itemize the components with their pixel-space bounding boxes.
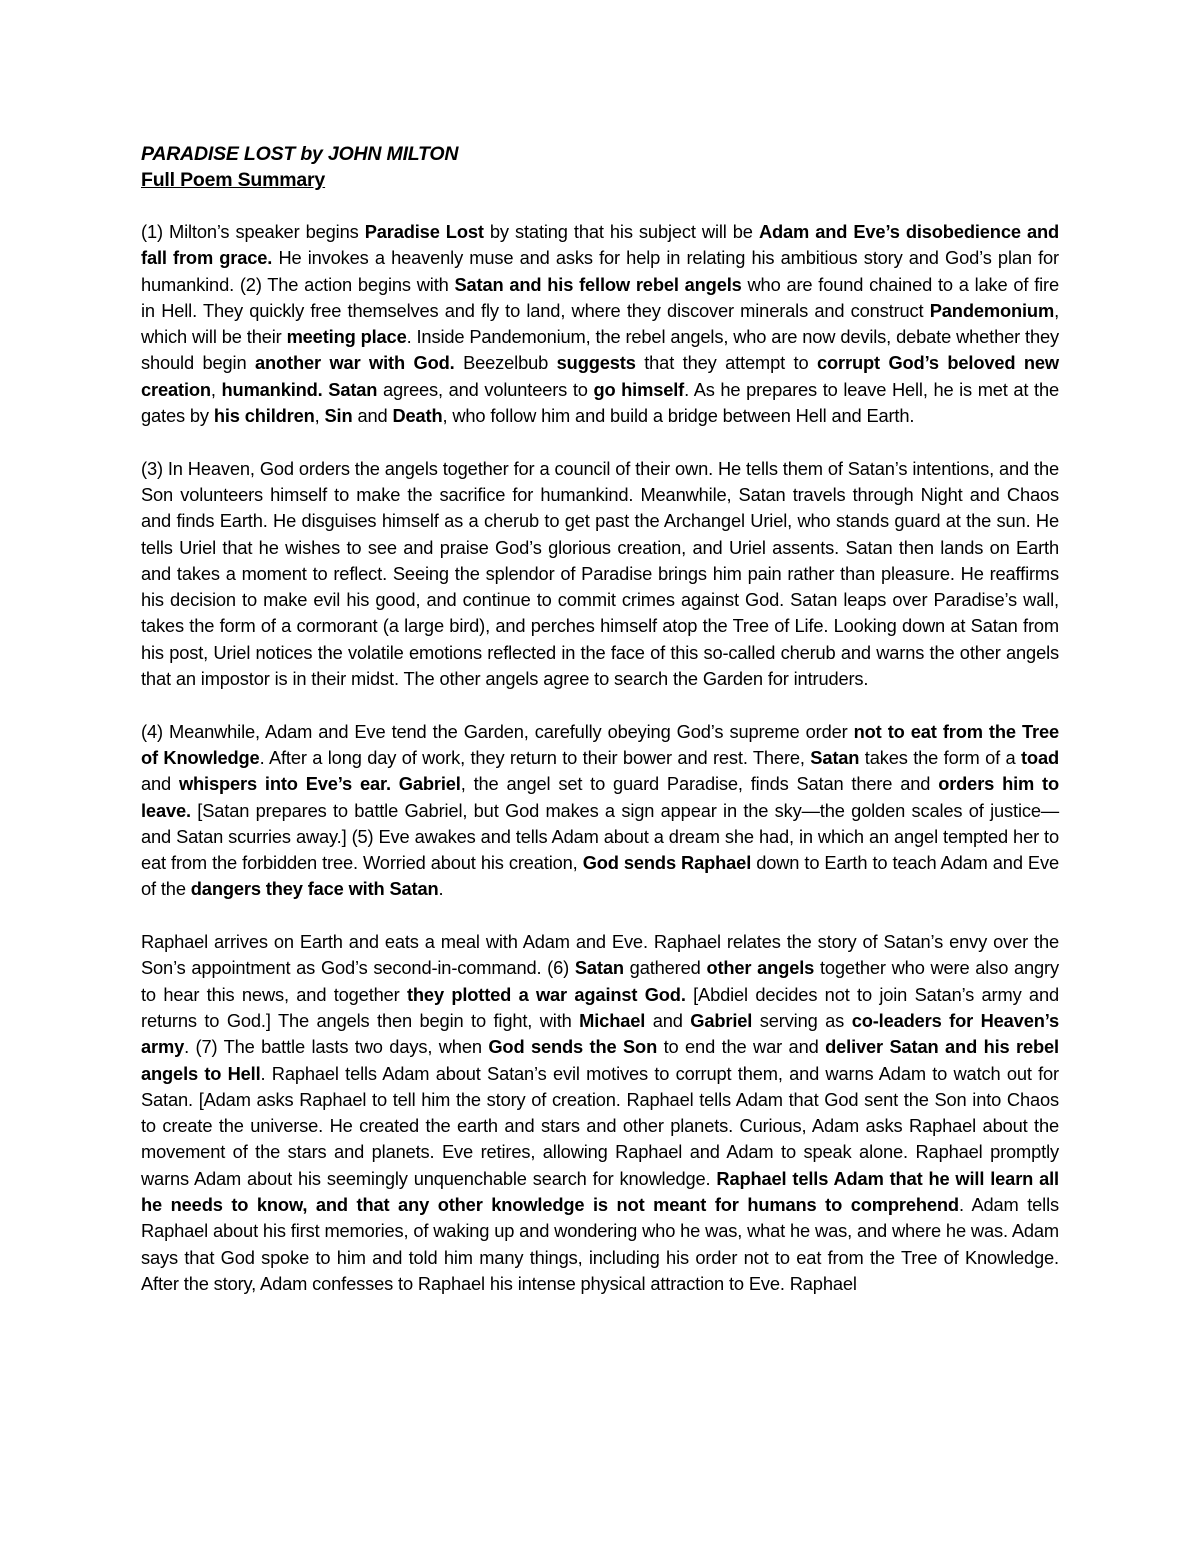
bold-text-run: deliver Satan and his rebel angels to Hell — [141, 1036, 1059, 1084]
text-run: (4) Meanwhile, Adam and Eve tend the Garden, carefully obeying God’s supreme order — [141, 720, 854, 742]
bold-text-run: suggests — [556, 352, 636, 374]
text-run: , — [210, 378, 222, 400]
bold-text-run: God sends Raphael — [582, 852, 752, 874]
bold-text-run: God sends the Son — [488, 1036, 658, 1058]
text-run: . Adam tells Raphael about his first memories, of waking up and wondering who he was, what he was, and where he was. Adam says that God spoke to him and told him many things, including his order not to eat from the Tree of Knowledge. After the story, Adam confesses to Raphael his intense physical attraction to Eve. Raphael — [141, 1193, 1059, 1294]
text-run: gathered — [623, 957, 707, 979]
text-run: , the angel set to guard Paradise, finds Satan there and — [460, 773, 939, 795]
bold-text-run: Satan — [810, 746, 860, 768]
bold-text-run: Pandemonium — [929, 299, 1055, 321]
bold-text-run: humankind. — [221, 378, 323, 400]
text-run: He invokes a heavenly muse and asks for help in relating his ambitious story and God’s plan for humankind. (2) The action begins with — [141, 247, 1059, 295]
paragraph — [141, 456, 1059, 693]
text-run: to end the war and — [657, 1036, 826, 1058]
text-run: (1) Milton’s speaker begins — [141, 221, 365, 242]
text-run: . Inside Pandemonium, the rebel angels, who are now devils, debate whether they should begin — [141, 326, 1060, 374]
bold-text-run: orders him to leave. — [141, 773, 1059, 821]
text-run: down to Earth to teach Adam and Eve of the — [141, 852, 1059, 900]
text-run: . As he prepares to leave Hell, he is met at the gates by — [141, 378, 1059, 427]
text-run: . Raphael tells Adam about Satan’s evil motives to corrupt them, and warns Adam to watch out for Satan. [Adam asks Raphael to tell him the story of creation. Raphael tells Adam that God sent the Son into Chaos to create the universe. He created the earth and stars and other planets. Curious, Adam asks Raphael about the movement of the stars and planets. Eve retires, allowing Raphael and Adam to speak alone. Raphael promptly warns Adam about his seemingly unquenchable search for knowledge. — [141, 1062, 1059, 1189]
bold-text-run: co-leaders for Heaven’s army — [141, 1009, 1059, 1058]
text-run: Raphael arrives on Earth and eats a meal with Adam and Eve. Raphael relates the story of Satan’s envy over the Son’s appointment as God’s second-in-command. (6) — [141, 931, 1059, 979]
text-run: and — [352, 405, 393, 427]
text-run: , — [314, 405, 325, 427]
text-run: together who were also angry to hear this news, and together — [141, 957, 1059, 1005]
bold-text-run: Satan — [574, 957, 624, 979]
bold-text-run: whispers into Eve’s ear. Gabriel — [178, 773, 461, 795]
text-run: and — [141, 773, 179, 795]
document-title: PARADISE LOST by JOHN MILTON — [141, 143, 459, 165]
bold-text-run: corrupt God’s beloved new creation — [141, 352, 1060, 400]
paragraph — [141, 219, 1059, 429]
document-body — [141, 141, 1059, 1297]
text-run: , which will be their — [141, 299, 1059, 348]
bold-text-run: Raphael tells Adam that he will learn all he needs to know, and that any other knowledge is not meant for humans to comprehend — [141, 1167, 1059, 1215]
bold-text-run: Paradise Lost — [364, 221, 484, 242]
text-run: that they attempt to — [635, 352, 818, 374]
text-run: Beezelbub — [454, 352, 557, 374]
bold-text-run: other angels — [706, 957, 815, 979]
bold-text-run: Satan — [328, 378, 378, 400]
bold-text-run: toad — [1020, 746, 1059, 768]
text-run: [Abdiel decides not to join Satan’s army and returns to God.] The angels then begin to fight, with — [141, 983, 1059, 1031]
bold-text-run: go himself — [593, 378, 685, 400]
text-run: [Satan prepares to battle Gabriel, but God makes a sign appear in the sky—the golden scales of justice—and Satan scurries away.] (5) Eve awakes and tells Adam about a dream she had, in which an angel tempted her to eat from the forbidden tree. Worried about his creation, — [141, 799, 1059, 874]
paragraph — [141, 719, 1059, 903]
bold-text-run: not to eat from the Tree of Knowledge — [141, 720, 1059, 768]
paragraph — [141, 929, 1059, 1297]
bold-text-run: another war with God. — [254, 352, 455, 374]
text-run: takes the form of a — [859, 746, 1021, 768]
bold-text-run: Death — [392, 405, 443, 427]
text-run: who are found chained to a lake of fire in Hell. They quickly free themselves and fly to land, where they discover minerals and construct — [141, 273, 1059, 321]
bold-text-run: his children — [213, 405, 315, 427]
text-run: (3) In Heaven, God orders the angels together for a council of their own. He tells them of Satan’s intentions, and the Son volunteers himself to make the sacrifice for humankind. Meanwhile, Satan travels through Night and Chaos and finds Earth. He disguises himself as a cherub to get past the Archangel Uriel, who stands guard at the sun. He tells Uriel that he wishes to see and praise God’s glorious creation, and Uriel assents. Satan then lands on Earth and takes a moment to reflect. Seeing the splendor of Paradise brings him pain rather than pleasure. He reaffirms his decision to make evil his good, and continue to commit crimes against God. Satan leaps over Paradise’s wall, takes the form of a cormorant (a large bird), and perches himself atop the Tree of Life. Looking down at Satan from his post, Uriel notices the volatile emotions reflected in the face of this so-called cherub and warns the other angels that an impostor is in their midst. The other angels agree to search the Garden for intruders. — [141, 457, 1059, 690]
bold-text-run: Satan and his fellow rebel angels — [454, 273, 742, 295]
text-run: and — [645, 1009, 691, 1031]
text-run: , who follow him and build a bridge between Hell and Earth. — [442, 405, 915, 427]
document-subtitle: Full Poem Summary — [141, 169, 326, 191]
bold-text-run: dangers they face with Satan — [190, 878, 439, 900]
text-run: . — [438, 878, 444, 900]
bold-text-run: Gabriel — [690, 1009, 753, 1031]
bold-text-run: Michael — [579, 1009, 646, 1031]
bold-text-run: Adam and Eve’s disobedience and fall from grace. — [141, 221, 1059, 269]
bold-text-run: they plotted a war against God. — [406, 983, 686, 1005]
bold-text-run: meeting place — [286, 326, 407, 348]
text-run: by stating that his subject will be — [483, 221, 759, 242]
text-run: agrees, and volunteers to — [377, 378, 594, 400]
bold-text-run: Sin — [324, 405, 353, 427]
text-run: . (7) The battle lasts two days, when — [184, 1036, 489, 1058]
text-run: serving as — [752, 1009, 852, 1031]
text-run: . After a long day of work, they return to their bower and rest. There, — [259, 746, 811, 768]
